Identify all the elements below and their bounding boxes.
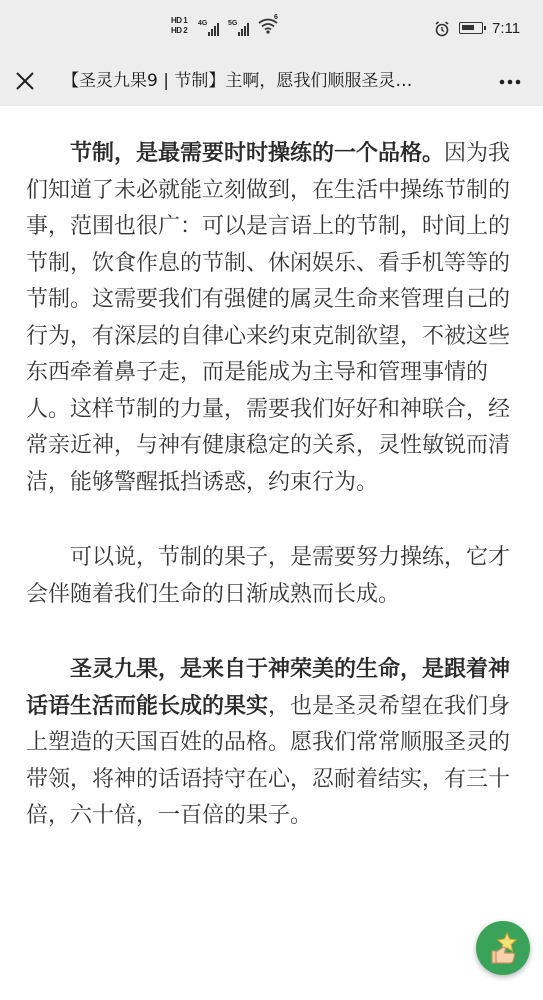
wifi-label: 6	[274, 14, 278, 21]
article-body	[26, 136, 520, 835]
more-icon	[492, 66, 528, 98]
hd1-badge: HD 1	[171, 16, 188, 25]
more-button[interactable]	[492, 66, 528, 98]
battery-icon	[459, 22, 483, 34]
signal-5g-label: 5G	[228, 20, 238, 27]
floating-action-button[interactable]	[476, 921, 530, 975]
alarm-icon	[434, 21, 450, 42]
close-button[interactable]	[10, 66, 42, 98]
thumbs-up-icon	[476, 921, 530, 975]
wifi-icon	[258, 14, 278, 39]
paragraph-3	[26, 652, 520, 835]
paragraph-1-bold: 节制，是最需要时时操练的一个品格。	[70, 141, 445, 166]
paragraph-1-text: 因为我们知道了未必就能立刻做到，在生活中操练节制的事，范围也很广：可以是言语上的节制，时间上的节制，饮食作息的节制、休闲娱乐、看手机等等的节制。这需要我们有强健的属灵生命来管理自己的行为，有深层的自律心来约束克制欲望，不被这些东西牵着鼻子走，而是能成为主导和管理事情的人。这样节制的力量，需要我们好好和神联合，经常亲近神，与神有健康稳定的关系，灵性敏锐而清洁，能够警醒抵挡诱惑，约束行为。	[26, 141, 511, 495]
hd-badges	[171, 16, 193, 36]
paragraph-2: 可以说，节制的果子，是需要努力操练，它才会伴随着我们生命的日渐成熟而长成。	[26, 545, 511, 607]
status-bar	[0, 0, 543, 58]
close-icon	[10, 66, 42, 98]
signal-4g-icon	[198, 20, 220, 36]
status-time: 7:11	[492, 20, 521, 37]
signal-4g-label: 4G	[198, 20, 208, 27]
hd2-badge: HD 2	[171, 26, 188, 35]
paragraph-1	[26, 136, 520, 501]
paragraph-3-text: ，也是圣灵希望在我们身上塑造的天国百姓的品格。愿我们常常顺服圣灵的带领，将神的话语持守在心，忍耐着结实，有三十倍，六十倍，一百倍的果子。	[26, 693, 511, 828]
nav-bar	[0, 58, 543, 106]
paragraph-3-bold: 圣灵九果，是来自于神荣美的生命，是跟着神话语生活而能长成的果实	[26, 657, 511, 719]
signal-5g-icon	[228, 20, 250, 36]
page-title: 【圣灵九果9 | 节制】主啊，愿我们顺服圣灵…	[62, 71, 413, 91]
